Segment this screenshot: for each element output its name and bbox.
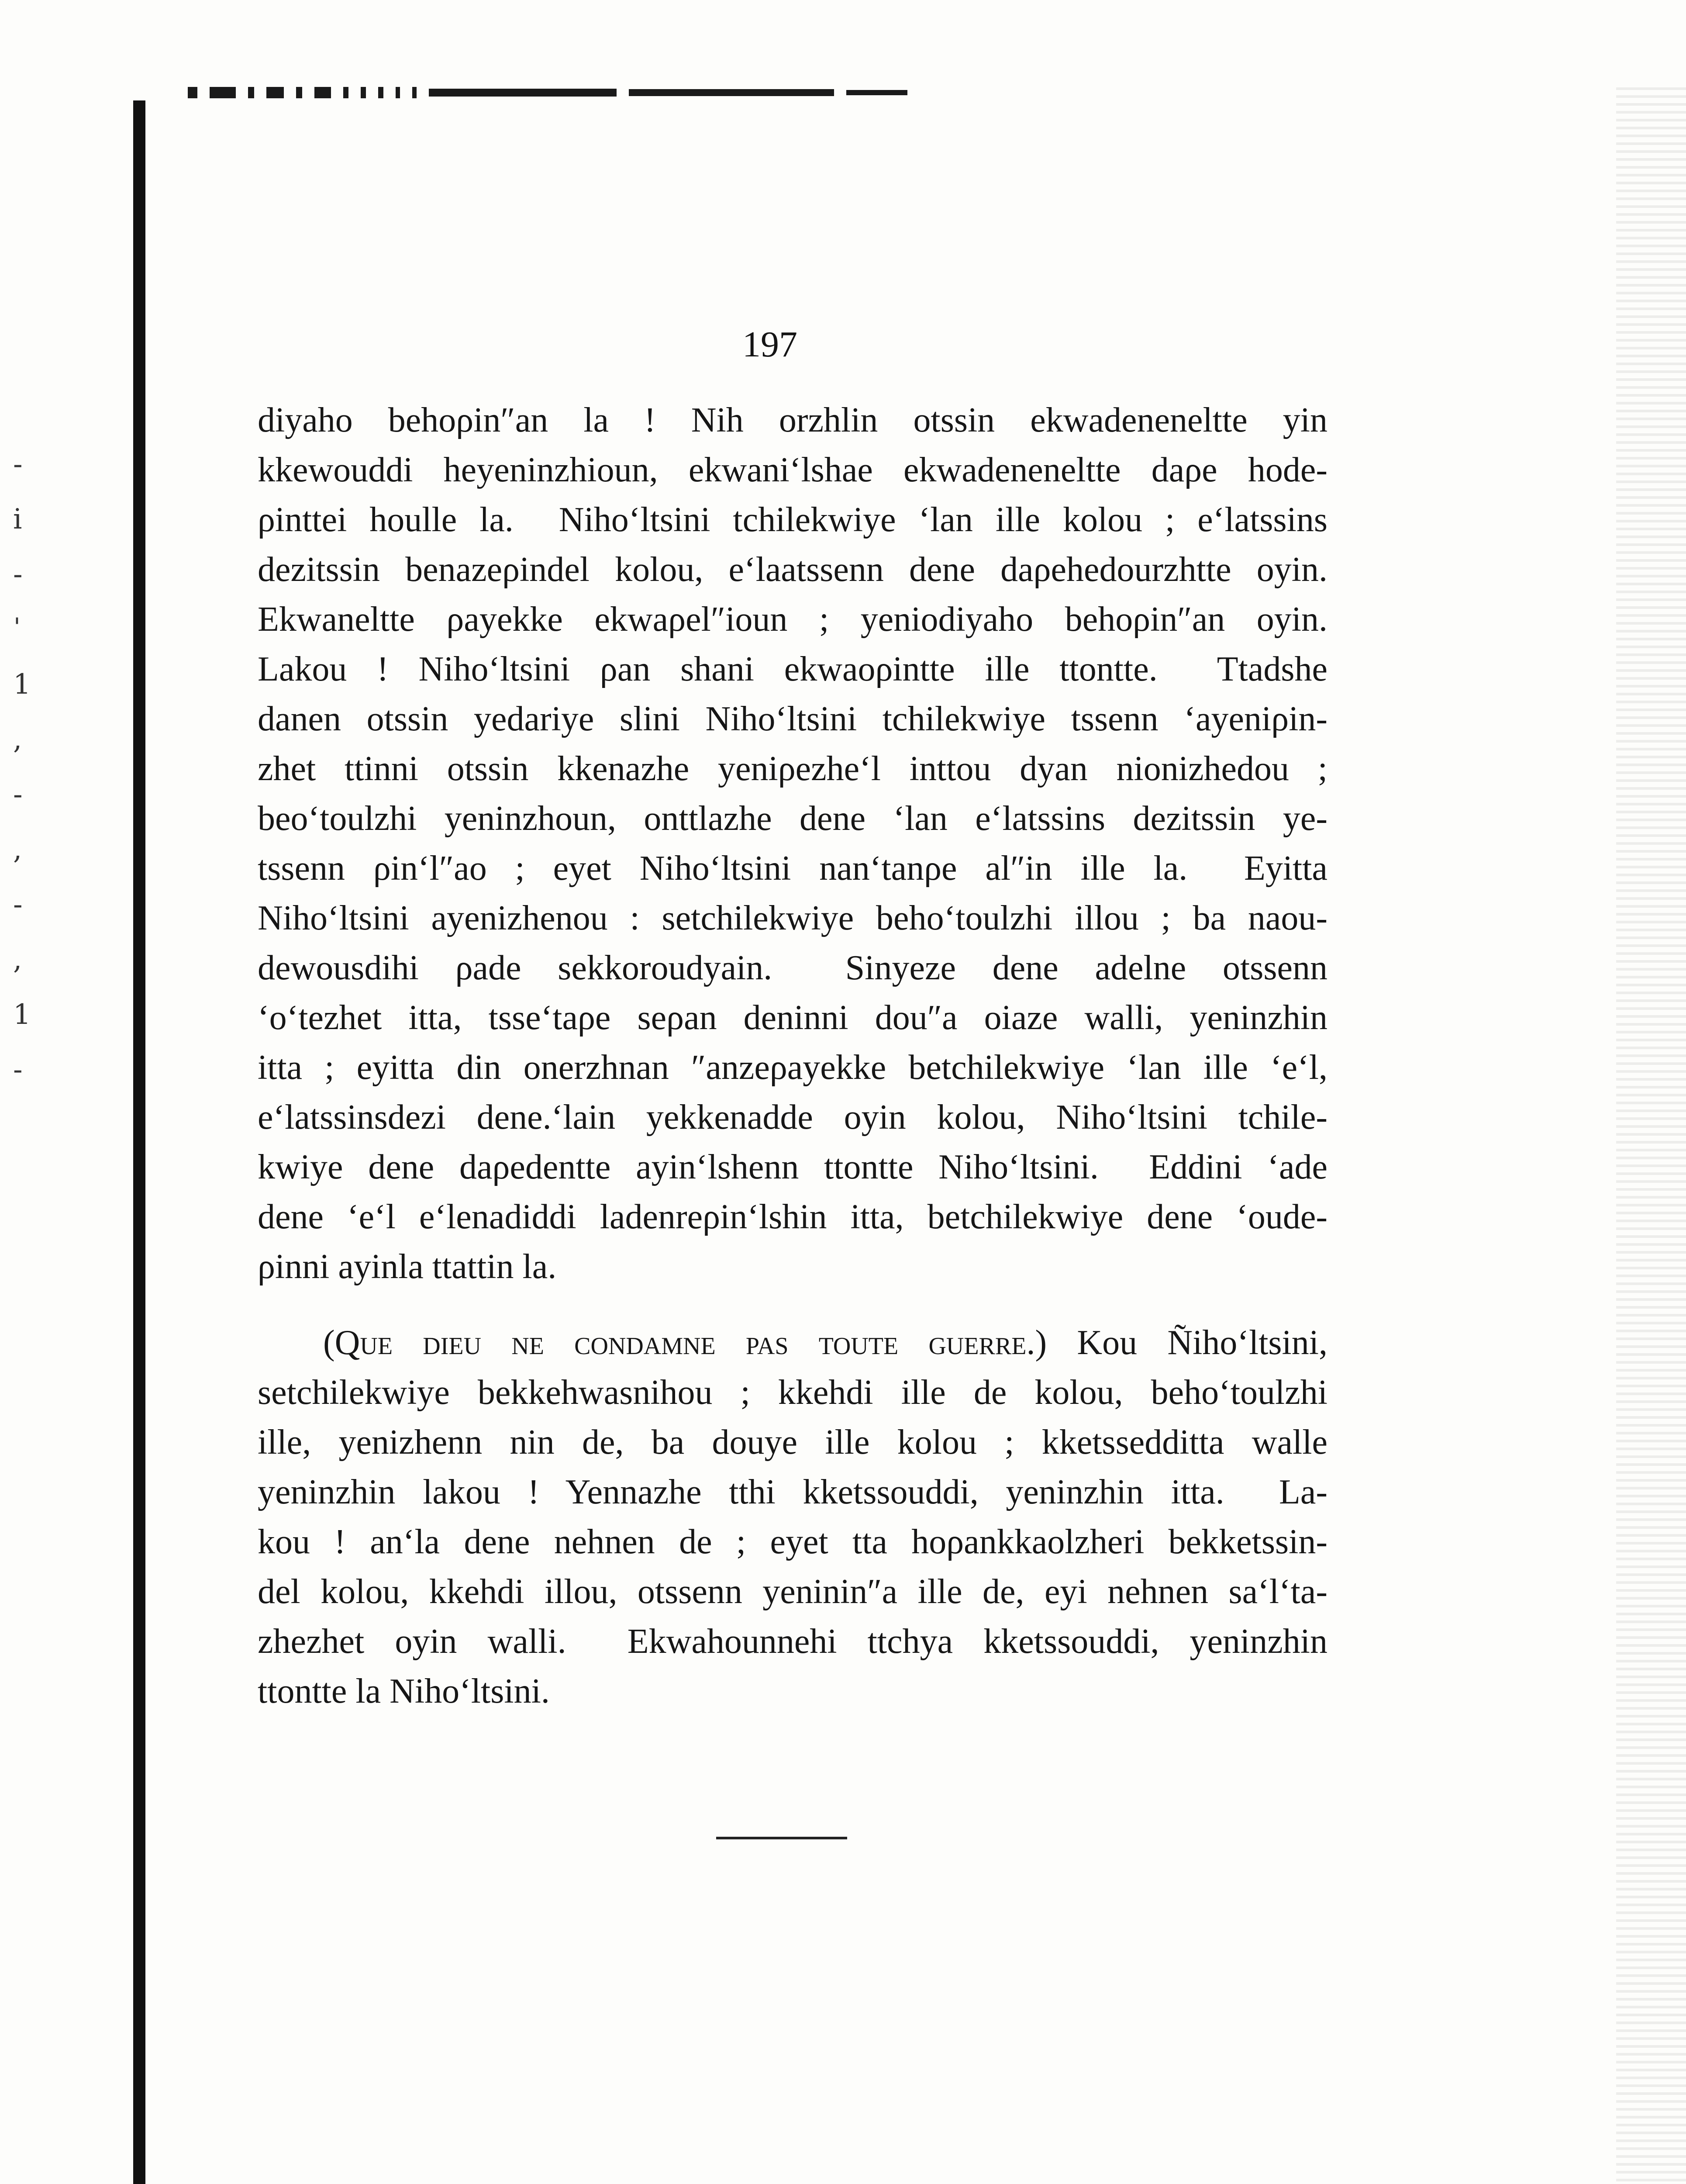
text-line: dezitssin benazeρindel kolou, eʻlaatssenn dene daρehedourzhtte oyin. <box>258 550 1327 589</box>
text-line: del kolou, kkehdi illou, otssenn yeninin″a ille de, eyi nehnen saʻlʻta- <box>258 1572 1327 1611</box>
text-line: danen otssin yedariye slini Nihoʻltsini tchilekwiye tssenn ʻayeniρin- <box>258 700 1327 738</box>
text-line: ttontte la Nihoʻltsini. <box>258 1672 550 1711</box>
text-line: ille, yenizhenn nin de, ba douye ille kolou ; kketssedditta walle <box>258 1423 1327 1462</box>
text-line: eʻlatssinsdezi dene.ʻlain yekkenadde oyin kolou, Nihoʻltsini tchile- <box>258 1098 1327 1137</box>
text-line: Lakou ! Nihoʻltsini ρan shani ekwaoρintte ille ttontte. Ttadshe <box>258 650 1327 688</box>
text-line: kkewouddi heyeninzhioun, ekwaniʻlshae ekwadeneneltte daρe hode- <box>258 451 1327 489</box>
text-line: beoʻtoulzhi yeninzhoun, onttlazhe dene ʻlan eʻlatssins dezitssin ye- <box>258 799 1327 838</box>
text-line: zhezhet oyin walli. Ekwahounnehi ttchya kketssouddi, yeninzhin <box>258 1622 1327 1661</box>
paragraph-2-lines <box>258 1368 1327 1716</box>
text-line: zhet ttinni otssin kkenazhe yeniρezheʻl inttou dyan nionizhedou ; <box>258 750 1327 788</box>
text-line: yeninzhin lakou ! Yennazhe tthi kketssouddi, yeninzhin itta. La- <box>258 1473 1327 1511</box>
text-line: ρinttei houlle la. Nihoʻltsini tchilekwiye ʻlan ille kolou ; eʻlatssins <box>258 501 1327 539</box>
text-line: tssenn ρinʻl″ao ; eyet Nihoʻltsini nanʻtanρe al″in ille la. Eyitta <box>258 849 1327 888</box>
margin-marks: - i - ˈ 1 , - , - , 1 - <box>13 448 31 1086</box>
text-line: kou ! anʻla dene nehnen de ; eyet tta hoρankkaolzheri bekketssin- <box>258 1523 1327 1561</box>
text-line: Nihoʻltsini ayenizhenou : setchilekwiye behoʻtoulzhi illou ; ba naou- <box>258 899 1327 937</box>
text-line: dene ʻeʻl eʻlenadiddi ladenreρinʻlshin itta, betchilekwiye dene ʻoude- <box>258 1198 1327 1236</box>
text-line: diyaho behoρin″an la ! Nih orzhlin otssin ekwadeneneltte yin <box>258 401 1327 439</box>
binding-line <box>133 100 145 2184</box>
text-line: itta ; eyitta din onerzhnan ″anzeρayekke betchilekwiye ʻlan ille ʻeʻl, <box>258 1048 1327 1087</box>
section-heading: (Que dieu ne condamne pas toute guerre.) <box>323 1324 1047 1362</box>
text-line: kwiye dene daρedentte ayinʻlshenn ttontte Nihoʻltsini. Eddini ʻade <box>258 1148 1327 1186</box>
paragraph-2-first-line-rest: Kou Ñihoʻltsini, <box>1047 1324 1327 1362</box>
paragraph-2 <box>258 1318 1327 1716</box>
scan-edge-speckle <box>1616 87 1686 2184</box>
end-rule <box>716 1837 847 1839</box>
top-scan-marks <box>188 87 1026 98</box>
paragraph-2-first-line <box>258 1318 1327 1368</box>
body-text <box>258 395 1327 1716</box>
text-line: ρinni ayinla ttattin la. <box>258 1248 557 1286</box>
paragraph-1 <box>258 395 1327 1292</box>
text-line: dewousdihi ρade sekkoroudyain. Sinyeze dene adelne otssenn <box>258 949 1327 987</box>
page-number: 197 <box>742 324 797 365</box>
text-line: ʻoʻtezhet itta, tsseʻtaρe seρan deninni dou″a oiaze walli, yeninzhin <box>258 999 1327 1037</box>
text-line: Ekwaneltte ρayekke ekwaρel″ioun ; yeniodiyaho behoρin″an oyin. <box>258 600 1327 639</box>
text-line: setchilekwiye bekkehwasnihou ; kkehdi ille de kolou, behoʻtoulzhi <box>258 1373 1327 1412</box>
